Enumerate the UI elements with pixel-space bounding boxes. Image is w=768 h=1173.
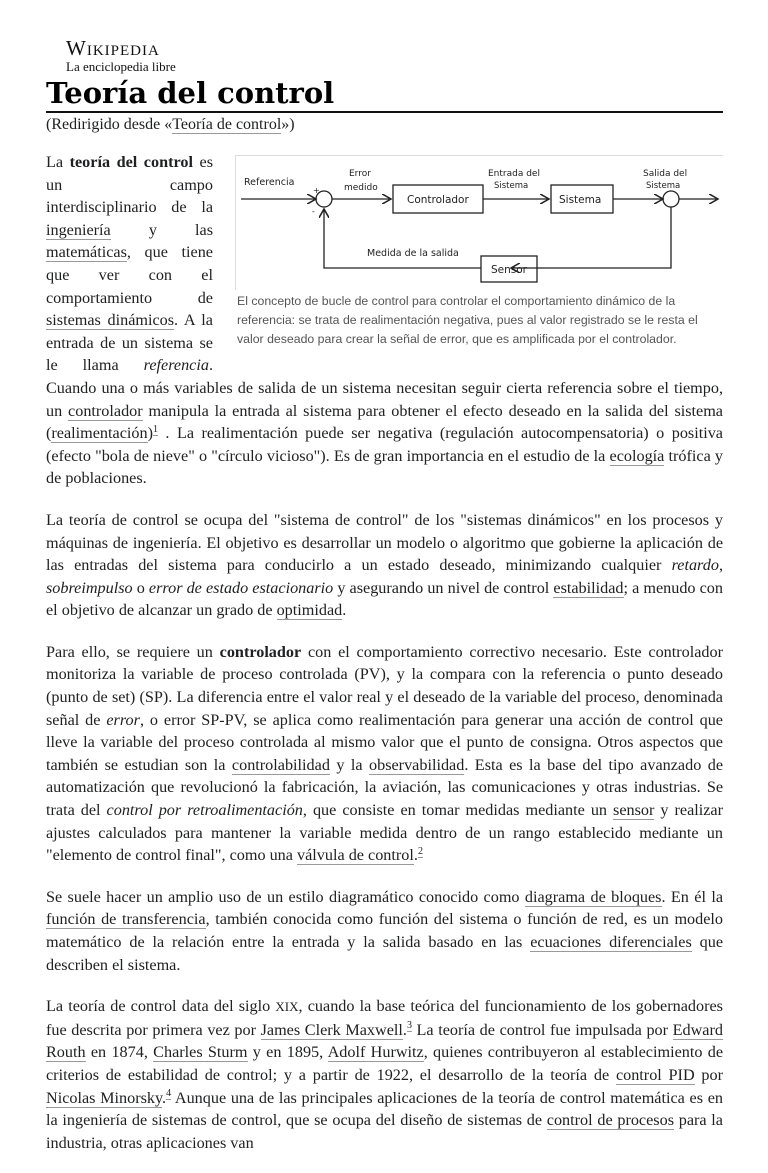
text: y realizar ajustes calculados para mantener la variable medida dentro de un rango establecido mediante un "elemento de control final", como una — [46, 801, 724, 865]
paragraph — [46, 509, 723, 622]
text: , que tiene que ver con el comportamiento de — [46, 243, 213, 307]
wikipedia-tagline: La enciclopedia libre — [66, 59, 176, 74]
redirect-link[interactable]: Teoría de control — [172, 116, 282, 133]
inline-link[interactable]: optimidad — [276, 601, 343, 620]
label-input-2: Sistema — [494, 181, 529, 191]
reference-link[interactable]: 3 — [406, 1020, 412, 1032]
inline-link[interactable]: función de transferencia — [46, 910, 206, 929]
paragraph — [46, 886, 723, 976]
text: , quienes contribuyeron al establecimiento de criterios de estabilidad de control; y a partir de 1922, el desarrollo de la teoría de — [46, 1043, 724, 1084]
reference-link[interactable]: 4 — [166, 1088, 172, 1100]
article-body — [46, 151, 723, 1154]
inline-link[interactable]: matemáticas — [46, 243, 127, 262]
inline-link[interactable]: sensor — [613, 801, 655, 820]
inline-link[interactable]: controlador — [68, 401, 143, 420]
text: La teoría de control se ocupa del "sistema de control" de los "sistemas dinámicos" en los procesos y máquinas de ingeniería. El objetivo es desarrollar un modelo o algoritmo que gobierne la aplicación de las entradas del sistema para conducirlo a un estado deseado, minimizando cualquier — [46, 510, 723, 575]
label-minus: - — [312, 207, 315, 216]
label-reference: Referencia — [244, 177, 295, 188]
wikipedia-wordmark: Wikipedia — [66, 36, 160, 60]
inline-link[interactable]: observabilidad — [369, 755, 465, 774]
text: y las — [110, 220, 213, 239]
inline-link[interactable]: Charles Sturm — [153, 1043, 248, 1062]
text: para la industria, otras aplicaciones van — [46, 1111, 723, 1152]
text: trófica y de poblaciones. — [46, 446, 724, 488]
inline-link[interactable]: válvula de control — [297, 846, 414, 865]
inline-link[interactable]: ecología — [609, 446, 665, 465]
text: . A la entrada de un sistema se le llama — [46, 311, 213, 375]
text: La — [46, 153, 70, 171]
label-system: Sistema — [559, 194, 602, 206]
text: que describen el sistema. — [46, 933, 723, 974]
text: . — [342, 601, 347, 620]
italic-text: control por retroalimentación — [106, 801, 303, 820]
bold-text: teoría del control — [69, 153, 193, 171]
text: . En él la — [661, 887, 724, 906]
text: en 1874, — [85, 1043, 154, 1062]
label-error: Error — [349, 169, 371, 179]
article — [46, 38, 723, 1173]
text: Para ello, se requiere un — [46, 642, 220, 661]
text: ) — [147, 424, 153, 443]
text: La teoría de control fue impulsada por — [411, 1020, 673, 1039]
inline-link[interactable]: sistemas dinámicos — [46, 311, 175, 330]
block-diagram[interactable] — [235, 155, 723, 290]
text: . — [162, 1088, 167, 1107]
text: . Esta es la base del tipo avanzado de automatización que revolucionó la fabricación, la aviación, las comunicaciones y otras industrias. Se trata del — [46, 755, 724, 820]
inline-link[interactable]: diagrama de bloques — [524, 887, 662, 906]
paragraph — [46, 995, 723, 1154]
italic-text: error — [106, 710, 140, 729]
wikipedia-logo[interactable] — [66, 38, 723, 73]
label-input-1: Entrada del — [488, 169, 540, 179]
redirect-notice — [46, 115, 723, 135]
text: y la — [329, 755, 370, 774]
text: . — [413, 846, 418, 865]
inline-link[interactable]: ecuaciones diferenciales — [530, 933, 692, 951]
label-plus: + — [313, 186, 320, 195]
text: es un campo interdisciplinario de la — [46, 153, 213, 217]
text: o — [132, 578, 149, 597]
text: Se suele hacer un amplio uso de un estilo diagramático conocido como — [46, 887, 525, 906]
inline-link[interactable]: estabilidad — [553, 578, 624, 597]
label-output-2: Sistema — [646, 181, 681, 191]
text: y asegurando un nivel de control — [333, 578, 554, 597]
text: , o error SP-PV, se aplica como realimentación para generar una acción de control que lleve la variable del proceso controlada al mismo valor que el punto de consigna. Otros aspectos que también se estudian son la — [46, 710, 723, 774]
footnote[interactable] — [418, 846, 423, 858]
inline-link[interactable]: control PID — [615, 1065, 695, 1084]
label-feedback: Medida de la salida — [367, 248, 459, 259]
reference-link[interactable]: 2 — [417, 845, 423, 857]
italic-text: error de estado estacionario — [148, 578, 334, 597]
label-controller: Controlador — [407, 194, 469, 206]
text: . La realimentación puede ser negativa (regulación autocompensatoria) o positiva (efecto "bola de nieve" o "círculo vicioso"). Es de gran importancia en el estudio de la — [46, 424, 723, 465]
text: manipula la entrada al sistema para obtener el efecto deseado en la salida del sistema ( — [46, 401, 723, 443]
inline-link[interactable]: ingeniería — [46, 220, 111, 239]
italic-text: referencia — [143, 356, 209, 375]
text: La teoría de control data del siglo — [46, 997, 276, 1016]
label-sensor: Sensor — [491, 264, 527, 276]
redirect-suffix: ») — [281, 116, 295, 133]
text: , también conocida como función del sistema o función de red, es un modelo matemático de la relación entre la entrada y la salida basado en las — [46, 910, 724, 951]
figure-caption: El concepto de bucle de control para controlar el comportamiento dinámico de la referencia: se trata de realimentación negativa, pues al valor registrado se le resta el valor deseado para crear la señal de error, que es amplificada por el controlador. — [237, 293, 698, 346]
output-junction — [663, 191, 679, 207]
label-output-1: Salida del — [643, 169, 688, 179]
text: . — [402, 1020, 407, 1039]
italic-text: retardo — [671, 556, 719, 575]
text: . Cuando una o más variables de salida de un sistema necesitan seguir cierta referencia sobre el tiempo, un — [46, 356, 723, 420]
label-measured: medido — [344, 183, 378, 193]
text: por — [694, 1065, 724, 1084]
italic-text: sobreimpulso — [46, 578, 133, 597]
text: ; a menudo con el objetivo de alcanzar un grado de — [46, 578, 723, 620]
inline-link[interactable]: James Clerk Maxwell — [260, 1020, 403, 1039]
redirect-prefix: (Redirigido desde « — [46, 116, 173, 133]
text: , cuando la base teórica del funcionamiento de los gobernadores fue descrita por primera vez por — [46, 997, 723, 1039]
bold-text: controlador — [219, 642, 302, 661]
reference-link[interactable]: 1 — [152, 423, 158, 435]
text: , — [718, 556, 723, 575]
text: con el comportamiento correctivo necesario. Este controlador monitoriza la variable de proceso controlada (PV), y la compara con la referencia o punto deseado (punto de set) (SP). La diferencia entre el valor real y el deseado de la variable del proceso, denominada señal de — [46, 642, 724, 729]
text: Aunque una de las principales aplicaciones de la teoría de control matemática es en la ingeniería de sistemas de control, que se ocupa del diseño de sistemas de — [46, 1088, 723, 1130]
inline-link[interactable]: Adolf Hurwitz — [327, 1043, 424, 1062]
inline-link[interactable]: control de procesos — [546, 1111, 674, 1130]
paragraph — [46, 641, 723, 867]
control-loop-figure — [235, 155, 723, 349]
text: , que consiste en tomar medidas mediante un — [302, 801, 614, 820]
inline-link[interactable]: controlabilidad — [231, 755, 330, 774]
inline-link[interactable]: realimentación — [51, 424, 148, 443]
inline-link[interactable]: Edward Routh — [46, 1020, 723, 1062]
text: XIX — [275, 999, 299, 1015]
inline-link[interactable]: Nicolas Minorsky — [46, 1088, 163, 1107]
text: y en 1895, — [247, 1043, 328, 1062]
page-title: Teoría del control — [46, 75, 723, 113]
